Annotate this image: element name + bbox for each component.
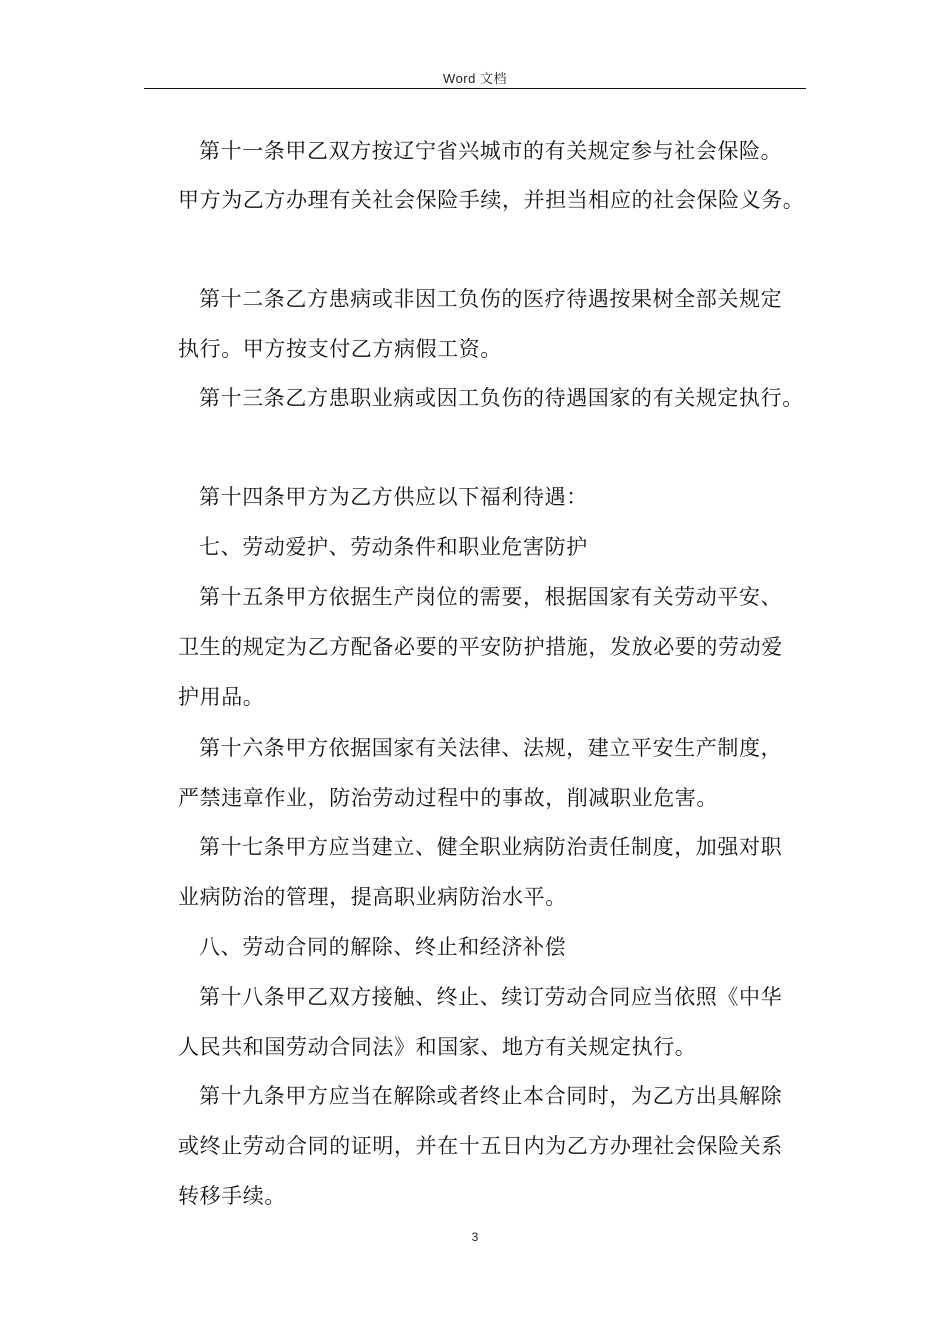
text-line: 甲方为乙方办理有关社会保险手续，并担当相应的社会保险义务。	[178, 188, 805, 212]
text-line: 护用品。	[178, 685, 265, 709]
section-heading: 八、劳动合同的解除、终止和经济补偿	[199, 935, 567, 959]
text-line: 第十二条乙方患病或非因工负伤的医疗待遇按果树全部关规定	[199, 287, 783, 311]
text-line: 第十一条甲乙双方按辽宁省兴城市的有关规定参与社会保险。	[199, 139, 783, 163]
text-line: 第十八条甲乙双方接触、终止、续订劳动合同应当依照《中华	[199, 985, 783, 1009]
text-line: 第十五条甲方依据生产岗位的需要，根据国家有关劳动平安、	[199, 585, 783, 609]
text-line: 第十九条甲方应当在解除或者终止本合同时，为乙方出具解除	[199, 1084, 783, 1108]
section-heading: 七、劳动爱护、劳动条件和职业危害防护	[199, 535, 588, 559]
header-divider	[144, 88, 806, 89]
text-line: 第十六条甲方依据国家有关法律、法规，建立平安生产制度，	[199, 736, 783, 760]
page-header-title: Word 文档	[443, 71, 507, 86]
text-line: 业病防治的管理，提高职业病防治水平。	[178, 885, 567, 909]
text-line: 人民共和国劳动合同法》和国家、地方有关规定执行。	[178, 1035, 697, 1059]
text-line: 第十四条甲方为乙方供应以下福利待遇：	[199, 485, 588, 509]
text-line: 严禁违章作业，防治劳动过程中的事故，削减职业危害。	[178, 786, 718, 810]
text-line: 第十三条乙方患职业病或因工负伤的待遇国家的有关规定执行。	[199, 386, 804, 410]
text-line: 转移手续。	[178, 1184, 286, 1208]
text-line: 第十七条甲方应当建立、健全职业病防治责任制度，加强对职	[199, 835, 783, 859]
page-number: 3	[471, 1230, 479, 1244]
text-line: 卫生的规定为乙方配备必要的平安防护措施，发放必要的劳动爱	[178, 635, 783, 659]
text-line: 或终止劳动合同的证明，并在十五日内为乙方办理社会保险关系	[178, 1134, 783, 1158]
text-line: 执行。甲方按支付乙方病假工资。	[178, 337, 502, 361]
